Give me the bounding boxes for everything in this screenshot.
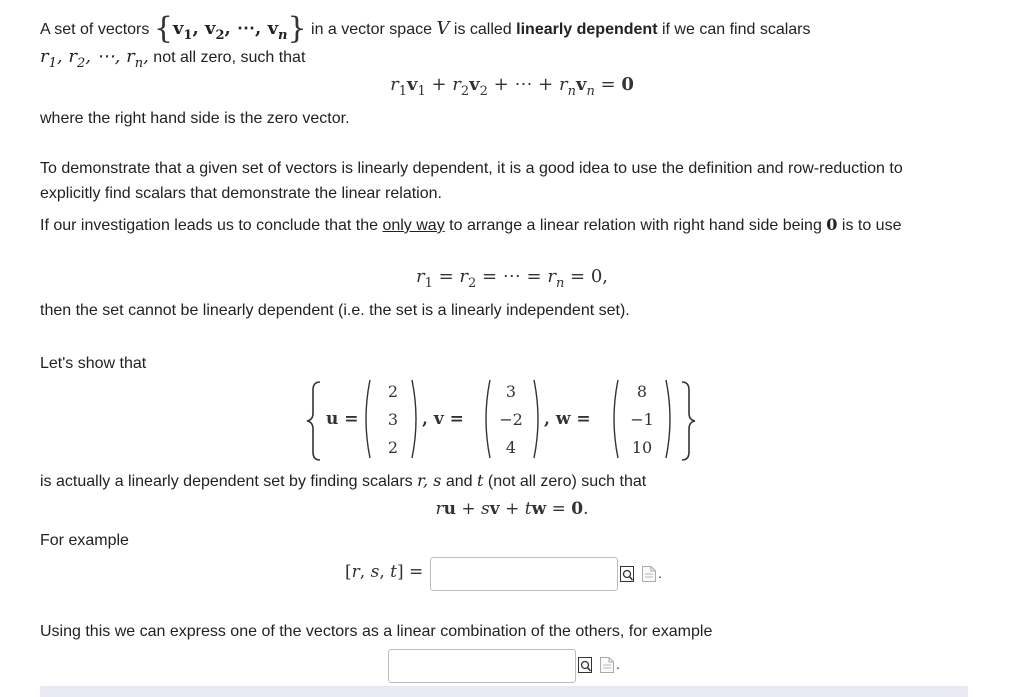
linear-combination-input[interactable] <box>388 649 576 683</box>
vector-set <box>304 378 704 464</box>
paren-close <box>410 378 422 460</box>
intro-text: if we can find scalars <box>661 21 811 38</box>
problem-lead: Let's show that <box>40 355 147 372</box>
vector-u <box>374 378 412 462</box>
intro-paragraph: A set of vectors {$v_1$, $v_2$, ⋯, $v_n$} in a vector space V is called linearly dependent if we can find scalars <box>40 11 811 46</box>
para2-line1: To demonstrate that a given set of vectors is linearly dependent, it is a good idea to use the definition and row-reduction to explicitly find scalars that demonstrate the linear relation. <box>40 160 903 202</box>
vector-space-symbol: V <box>436 18 450 39</box>
left-brace-large <box>304 378 326 464</box>
intro-text: not all zero, such that <box>153 49 306 66</box>
intro-text: in a vector space <box>311 21 432 38</box>
v-label: , v = <box>422 409 464 429</box>
paren-open <box>608 378 620 460</box>
answer-icon[interactable] <box>642 566 656 582</box>
vector-u-entry: 3 <box>387 410 399 429</box>
dependence-equation: $r_1v_1 + r_2v_2$ + ⋯ + $r_nv_n = 0$ <box>390 74 634 99</box>
example-label: For example <box>40 532 129 549</box>
vector-w-entry: 8 <box>636 382 648 401</box>
example-dot: . <box>658 565 662 581</box>
u-label: u = <box>326 409 359 429</box>
vector-v-entry: 3 <box>505 382 517 401</box>
rst-label: [r, s, t] = <box>345 562 424 582</box>
left-brace: { <box>153 11 173 46</box>
relation-equation: ru + sv + tw = 0. <box>435 499 589 519</box>
problem-statement: is actually a linearly dependent set by finding scalars r, s and t (not all zero) such that <box>40 471 647 490</box>
vector-v-entry: 4 <box>505 438 517 457</box>
vector-v-entry: −2 <box>499 410 523 429</box>
bottom-bar <box>40 686 968 697</box>
preview-icon[interactable] <box>578 657 592 673</box>
zero-vector-symbol: 0 <box>826 215 838 234</box>
para2-line3: then the set cannot be linearly dependent (i.e. the set is a linearly independent set). <box>40 302 630 319</box>
answer-icon[interactable] <box>600 657 614 673</box>
vector-u-entry: 2 <box>387 438 399 457</box>
scalar-t: t <box>477 471 484 490</box>
vector-w-entry: −1 <box>630 410 654 429</box>
paren-open <box>480 378 492 460</box>
para2-line2: If our investigation leads us to conclude that the only way to arrange a linear relation with right hand side being 0 is to use <box>40 215 902 234</box>
vector-v <box>492 378 530 462</box>
rst-answer-input[interactable] <box>430 557 618 591</box>
vector-u-entry: 2 <box>387 382 399 401</box>
only-way-text: only way <box>382 217 445 234</box>
vector-w-entry: 10 <box>631 438 653 457</box>
paren-close <box>532 378 544 460</box>
preview-icon[interactable] <box>620 566 634 582</box>
intro-text: is called <box>453 21 512 38</box>
paren-close <box>664 378 676 460</box>
intro-text: A set of vectors <box>40 21 150 38</box>
right-brace: } <box>287 11 307 46</box>
trivial-solution-equation: $r_1 = r_2$ = ⋯ = $r_n = 0$, <box>415 266 609 291</box>
term-linearly-dependent: linearly dependent <box>516 21 658 38</box>
intro-line3: where the right hand side is the zero vector. <box>40 110 350 127</box>
scalars-rs: r, s <box>417 471 442 490</box>
intro-line2: $r_1$, $r_2$, ⋯, $r_n$, not all zero, such that <box>40 46 306 71</box>
final-dot: . <box>616 656 620 672</box>
final-text: Using this we can express one of the vectors as a linear combination of the others, for example <box>40 623 713 640</box>
right-brace-large <box>676 378 698 464</box>
vector-w <box>622 378 662 462</box>
paren-open <box>360 378 372 460</box>
w-label: , w = <box>544 409 591 429</box>
